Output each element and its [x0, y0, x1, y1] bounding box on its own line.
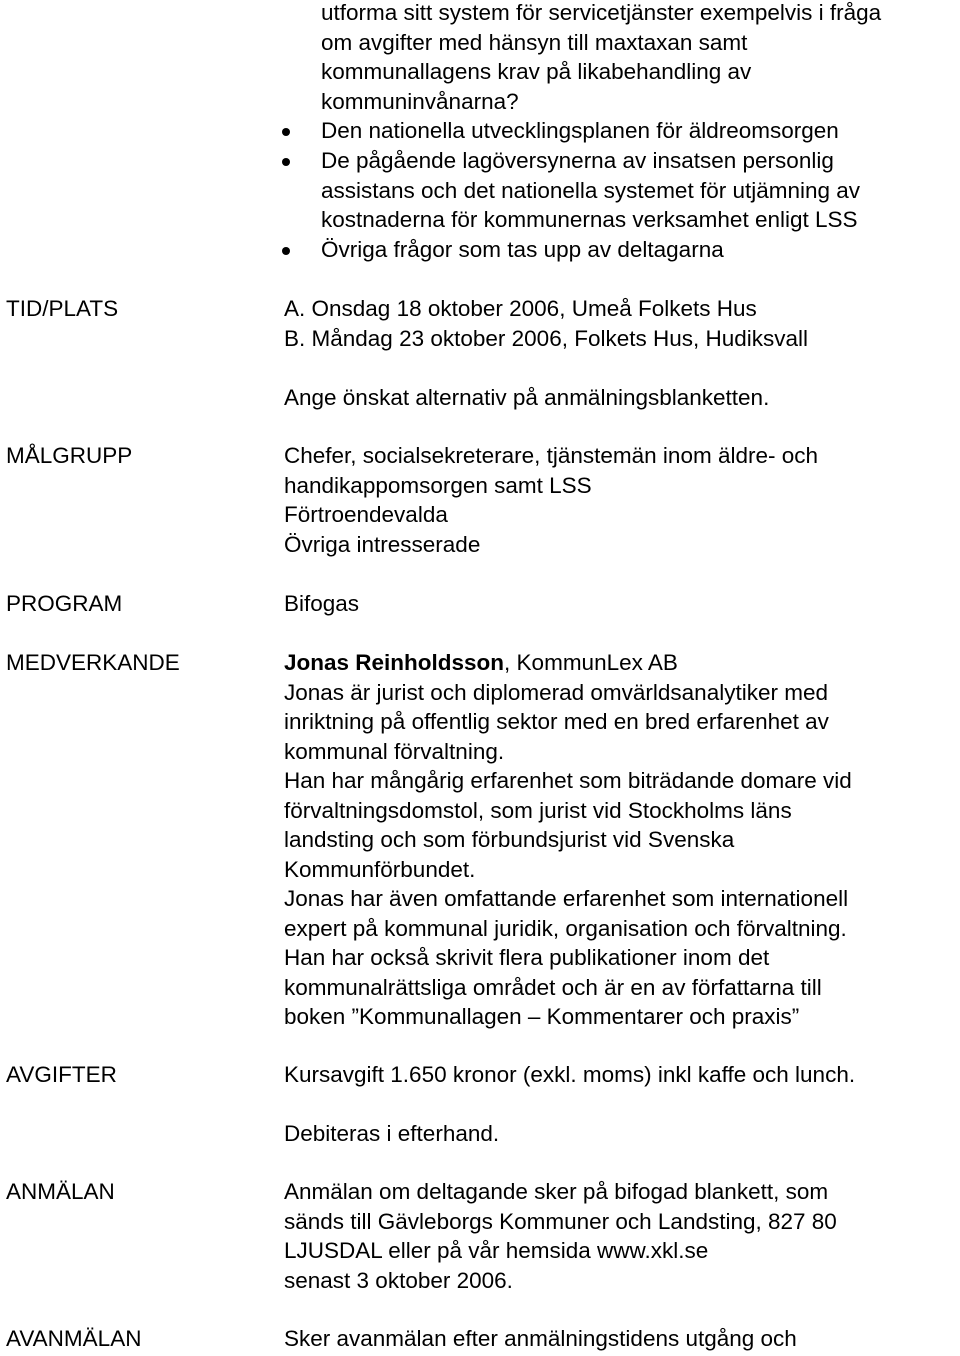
text-line: förvaltningsdomstol, som jurist vid Stockholms läns — [284, 797, 792, 823]
speaker-line — [284, 648, 852, 678]
text-line: inriktning på offentlig sektor med en bred erfarenhet av — [284, 709, 829, 734]
text-line: Anmälan om deltagande sker på bifogad blankett, som — [284, 1179, 829, 1204]
text-line: om avgifter med hänsyn till maxtaxan samt — [321, 29, 748, 55]
text-line: kommunalrättsliga området och är en av författarna till — [284, 974, 822, 1000]
medverkande-text — [284, 648, 852, 1032]
text-line: kommuninvånarna? — [321, 88, 519, 114]
section-label-tid-plats: TID/PLATS — [6, 296, 119, 321]
section-label-malgrupp: MÅLGRUPP — [6, 443, 133, 468]
text-line: utforma sitt system för servicetjänster exempelvis i fråga — [321, 0, 882, 25]
option-a: A. Onsdag 18 oktober 2006, Umeå Folkets Hus — [284, 296, 757, 321]
bullet-icon — [282, 247, 290, 255]
bullet-item — [321, 146, 860, 235]
speaker-name: Jonas Reinholdsson — [284, 650, 505, 675]
text-line: Han har också skrivit flera publikationer inom det — [284, 945, 770, 970]
fee-text: Kursavgift 1.650 kronor (exkl. moms) inkl kaffe och lunch. — [284, 1062, 856, 1087]
text-line: Jonas har även omfattande erfarenhet som internationell — [284, 886, 849, 911]
anmalan-text — [284, 1177, 837, 1295]
text-line: LJUSDAL eller på vår hemsida www.xkl.se — [284, 1238, 709, 1263]
bullet-icon — [282, 158, 290, 166]
section-label-avanmalan: AVANMÄLAN — [6, 1326, 142, 1351]
malgrupp-text — [284, 441, 818, 559]
tid-plats-note: Ange önskat alternativ på anmälningsblanketten. — [284, 385, 770, 410]
text-line: kommunallagens krav på likabehandling av — [321, 59, 752, 84]
bullet-icon — [282, 128, 290, 136]
section-label-avgifter: AVGIFTER — [6, 1062, 117, 1087]
text-line: assistans och det nationella systemet för utjämning av — [321, 177, 861, 203]
text-line: Förtroendevalda — [284, 502, 448, 527]
text-line: Den nationella utvecklingsplanen för äldreomsorgen — [321, 118, 839, 143]
tid-plats-options — [284, 294, 808, 353]
section-label-anmalan: ANMÄLAN — [6, 1179, 115, 1204]
text-line: sänds till Gävleborgs Kommuner och Landsting, 827 80 — [284, 1208, 837, 1234]
intro-continued-text — [321, 0, 881, 116]
text-line: landsting och som förbundsjurist vid Svenska — [284, 827, 735, 852]
avanmalan-text: Sker avanmälan efter anmälningstidens utgång och — [284, 1326, 797, 1351]
text-line: Jonas är jurist och diplomerad omvärldsanalytiker med — [284, 679, 828, 705]
text-line: Han har mångårig erfarenhet som biträdande domare vid — [284, 768, 852, 793]
speaker-org: , KommunLex AB — [504, 650, 678, 675]
text-line: handikappomsorgen samt LSS — [284, 472, 592, 498]
text-line: kostnaderna för kommunernas verksamhet enligt LSS — [321, 207, 858, 232]
section-label-program: PROGRAM — [6, 591, 123, 616]
text-line: Övriga frågor som tas upp av deltagarna — [321, 237, 724, 262]
program-text: Bifogas — [284, 591, 360, 616]
text-line: expert på kommunal juridik, organisation och förvaltning. — [284, 915, 847, 941]
section-label-medverkande: MEDVERKANDE — [6, 650, 180, 675]
bullet-item — [321, 116, 839, 146]
billing-text: Debiteras i efterhand. — [284, 1121, 500, 1146]
text-line: senast 3 oktober 2006. — [284, 1267, 513, 1293]
text-line: kommunal förvaltning. — [284, 738, 505, 764]
option-b: B. Måndag 23 oktober 2006, Folkets Hus, Hudiksvall — [284, 325, 809, 351]
text-line: Kommunförbundet. — [284, 856, 476, 882]
text-line: De pågående lagöversynerna av insatsen personlig — [321, 148, 834, 173]
text-line: boken ”Kommunallagen – Kommentarer och praxis” — [284, 1004, 800, 1029]
text-line: Övriga intresserade — [284, 531, 481, 557]
text-line: Chefer, socialsekreterare, tjänstemän inom äldre- och — [284, 443, 819, 468]
bullet-item — [321, 235, 724, 265]
